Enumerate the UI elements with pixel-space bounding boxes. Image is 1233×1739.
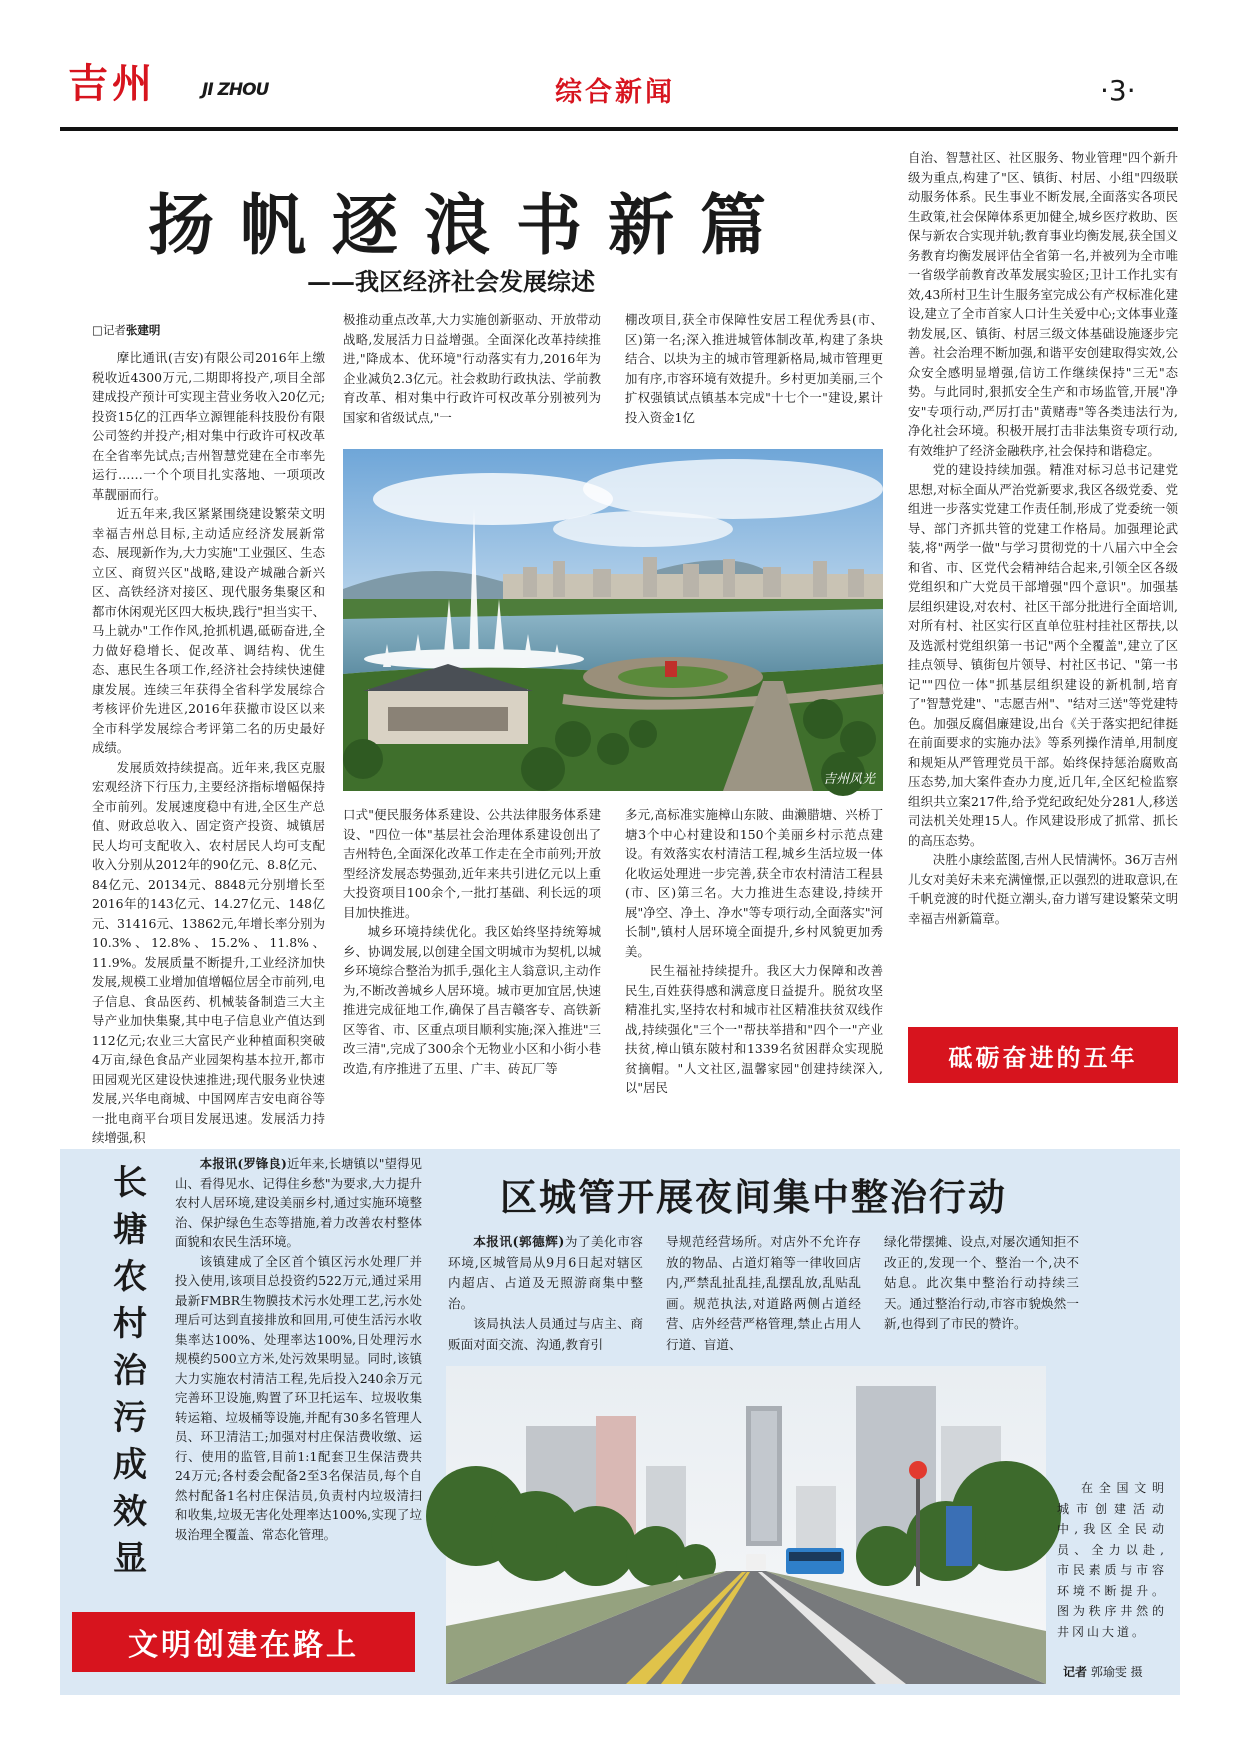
paragraph: 该局执法人员通过与店主、商贩面对面交流、沟通,教育引 xyxy=(448,1316,643,1352)
article3-title: 区城管开展夜间集中整治行动 xyxy=(500,1176,1007,1219)
five-years-banner: 砥砺奋进的五年 xyxy=(908,1027,1178,1083)
avenue-photo xyxy=(446,1366,1046,1684)
credit-name: 郭瑜雯 摄 xyxy=(1090,1665,1143,1679)
masthead-brand-en: JI ZHOU xyxy=(202,80,269,100)
article1-column-2-top xyxy=(343,310,601,430)
paragraph: 发展质效持续提高。近年来,我区克服宏观经济下行压力,主要经济指标增幅保持全市前列。发展速度稳中有进,全区生产总值、财政总收入、固定资产投资、城镇居民人均可支配收入、农村居民人均可支配收入分别从2012年的90亿元、8.8亿元、84亿元、20134元、8848元分别增长至2016年的143亿元、14.27亿元、148亿元、31416元、13862元,年增长率分别为10.3%、12.8%、15.2%、11.8%、11.9%。发展质量不断提升,工业经济加快发展,规模工业增加值增幅位居全市前列,电子信息、食品医药、机械装备制造三大主导产业加快集聚,其中电子信息业产值达到112亿元;农业三大富民产业种植面积突破4万亩,绿色食品产业园架构基本拉开,都市田园观光区建设快速推进;现代服务业快速发展,兴华电商城、中国网库吉安电商谷等一批电商平台项目发展迅速。发展活力持续增强,积 xyxy=(92,759,325,1145)
paragraph: 棚改项目,获全市保障性安居工程优秀县(市、区)第一名;深入推进城管体制改革,构建了条块结合、以块为主的城市管理新格局,城市管理更加有序,市容环境有效提升。乡村更加美丽,三个扩权强镇试点镇基本完成"十七个一"建设,累计投入资金1亿 xyxy=(625,312,883,425)
article1-column-1 xyxy=(92,348,325,1145)
paragraph: 民生福祉持续提升。我区大力保障和改善民生,百姓获得感和满意度日益提升。脱贫攻坚精准扎实,坚持农村和城市社区精准扶贫双线作战,持续强化"三个一"帮扶举措和"四个一"产业扶贫,樟山镇东陂村和1339名贫困群众实现脱贫摘帽。"人文社区,温馨家园"创建持续深入,以"居民 xyxy=(625,963,883,1095)
civilization-banner: 文明创建在路上 xyxy=(72,1612,415,1672)
article1-subtitle: ——我区经济社会发展综述 xyxy=(307,267,595,296)
article1-column-2-bottom xyxy=(343,805,601,1085)
byline-name: 张建明 xyxy=(125,323,161,337)
caption-text: 在全国文明城市创建活动中,我区全民动员、全力以赴,市民素质与市容环境不断提升。图为秩序井然的井冈山大道。 xyxy=(1057,1481,1167,1639)
article1-column-3-bottom xyxy=(625,805,883,1095)
photo-credit xyxy=(1063,1663,1143,1680)
paragraph: 自治、智慧社区、社区服务、物业管理"四个新升级为重点,构建了"区、镇街、村居、小组"四级联动服务体系。民生事业不断发展,全面落实各项民生政策,社会保障体系更加健全,城乡医疗救助、医保与新农合实现并轨;教育事业均衡发展,获全国义务教育均衡发展评估全省第一名,并被列为全市唯一省级学前教育改革发展实验区;卫计工作扎实有效,43所村卫生计生服务室完成公有产权标准化建设,建立了全市首家人口计生关爱中心;文体事业蓬勃发展,区、镇街、村居三级文体基础设施逐步完善。社会治理不断加强,和谐平安创建取得实效,公众安全感明显增强,信访工作继续保持"三无"态势。与此同时,狠抓安全生产和市场监管,开展"净安"专项行动,严厉打击"黄赌毒"等各类违法行为,净化社会环境。积极开展打击非法集资专项行动,有效维护了经济金融秩序,社会保持和谐稳定。 xyxy=(908,150,1178,458)
masthead-brand: 吉州 xyxy=(68,60,156,107)
city-scenery-photo xyxy=(343,449,883,791)
paragraph: 党的建设持续加强。精准对标习总书记建党思想,对标全面从严治党新要求,我区各级党委、党组进一步落实党建工作责任制,形成了党委统一领导、部门齐抓共管的党建工作格局。加强理论武装,将"两学一做"与学习贯彻党的十八届六中全会和省、市、区党代会精神结合起来,引领全区各级党组织和广大党员干部增强"四个意识"。加强基层组织建设,对农村、社区干部分批进行全面培训,对所有村、社区实行区直单位驻村挂社区帮扶,以及选派村党组织第一书记"两个全覆盖",建立了区挂点领导、镇街包片领导、村社区书记、"第一书记""四位一体"抓基层组织建设的新机制,培育了"智慧党建"、"志愿吉州"、"结对三送"等党建特色。加强反腐倡廉建设,出台《关于落实把纪律挺在前面要求的实施办法》等系列操作清单,用制度和规矩从严管理党员干部。始终保持惩治腐败高压态势,加大案件查办力度,近几年,全区纪检监察组织共立案217件,给予党纪政纪处分281人,移送司法机关处理15人。作风建设形成了抓常、抓长的高压态势。 xyxy=(908,462,1178,848)
credit-prefix: 记者 xyxy=(1063,1665,1088,1679)
avenue-image xyxy=(446,1366,1046,1684)
paragraph: 多元,高标准实施樟山东陂、曲濑腊塘、兴桥丁塘3个中心村建设和150个美丽乡村示范点建设。有效落实农村清洁工程,城乡生活垃圾一体化收运处理进一步完善,获全市农村清洁工程县(市、区)第三名。大力推进生态建设,持续开展"净空、净土、净水"等专项行动,全面落实"河长制",镇村人居环境全面提升,乡村风貌更加秀美。 xyxy=(625,807,883,959)
paragraph: 决胜小康绘蓝图,吉州人民情满怀。36万吉州儿女对美好未来充满憧憬,正以强烈的进取意识,在千帆竞渡的时代挺立潮头,奋力谱写建设繁荣文明幸福吉州新篇章。 xyxy=(908,852,1178,926)
article1-column-3-top xyxy=(625,310,883,430)
paragraph: 摩比通讯(吉安)有限公司2016年上缴税收近4300万元,二期即将投产,项目全部建成投产预计可实现主营业务收入20亿元;投资15亿的江西华立源锂能科技股份有限公司签约并投产;相对集中行政许可权改革在全省率先试点;吉州智慧党建在全市率先运行……一个个项目扎实落地、一项项改革靓丽而行。 xyxy=(92,350,325,502)
article3-column-2 xyxy=(666,1232,861,1357)
paragraph: 导规范经营场所。对店外不允许存放的物品、占道灯箱等一律收回店内,严禁乱扯乱挂,乱摆乱放,乱贴乱画。规范执法,对道路两侧占道经营、店外经营严格管理,禁止占用人行道、盲道、 xyxy=(666,1234,861,1352)
byline-prefix: □记者 xyxy=(92,323,126,337)
article2-body xyxy=(175,1154,422,1596)
section-name: 综合新闻 xyxy=(555,77,675,108)
masthead-rule xyxy=(60,127,1178,131)
paragraph: 该镇建成了全区首个镇区污水处理厂并投入使用,该项目总投资约522万元,通过采用最新FMBR生物膜技术污水处理工艺,污水处理后可达到直接排放和回用,可使生活污水收集率达100%、处理率达100%,日处理污水规模约500立方米,处污效果明显。同时,该镇大力实施农村清洁工程,先后投入240余万元完善环卫设施,购置了环卫托运车、垃圾收集转运箱、垃圾桶等设施,并配有30多名管理人员、环卫清洁工;加强对村庄保洁费收缴、运行、使用的监管,目前1:1配套卫生保洁费共24万元;各村委会配备2至3名保洁员,每个自然村配备1名村庄保洁员,负责村内垃圾清扫和收集,垃圾无害化处理率达100%,实现了垃圾治理全覆盖、常态化管理。 xyxy=(175,1253,422,1542)
city-scenery-image xyxy=(343,449,883,791)
paragraph: 本报讯(郭德辉)为了美化市容环境,区城管局从9月6日起对辖区内超店、占道及无照游商集中整治。 xyxy=(448,1234,643,1311)
article3-column-3 xyxy=(884,1232,1079,1357)
article3-column-1 xyxy=(448,1232,643,1357)
article1-title: 扬帆逐浪书新篇 xyxy=(148,186,792,264)
paragraph: 绿化带摆摊、设点,对屡次通知拒不改正的,发现一个、整治一个,决不姑息。此次集中整治行动持续三天。通过整治行动,市容市貌焕然一新,也得到了市民的赞许。 xyxy=(884,1234,1079,1331)
article1-column-4 xyxy=(908,148,1178,1012)
lead-source: 本报讯(罗锋良) xyxy=(199,1156,287,1171)
article1-byline xyxy=(92,322,160,338)
paragraph: 本报讯(罗锋良)近年来,长塘镇以"望得见山、看得见水、记得住乡愁"为要求,大力提升农村人居环境,建设美丽乡村,通过实施环境整治、保护绿色生态等措施,着力改善农村整体面貌和农民生活环境。 xyxy=(175,1156,423,1249)
paragraph: 极推动重点改革,大力实施创新驱动、开放带动战略,发展活力日益增强。全面深化改革持续推进,"降成本、优环境"行动落实有力,2016年为企业减负2.3亿元。社会救助行政执法、学前教育改革、相对集中行政许可权改革分别被列为国家和省级试点,"一 xyxy=(343,312,601,425)
paragraph: 口式"便民服务体系建设、公共法律服务体系建设、"四位一体"基层社会治理体系建设创出了吉州特色,全面深化改革工作走在全市前列;开放型经济发展态势强劲,近年来共引进亿元以上重大投资项目100余个,一批打基础、利长远的项目加快推进。 xyxy=(343,807,601,920)
paragraph: 近五年来,我区紧紧围绕建设繁荣文明幸福吉州总目标,主动适应经济发展新常态、展现新作为,大力实施"工业强区、生态立区、商贸兴区"战略,建设产城融合新兴区、高铁经济对接区、现代服务集聚区和都市休闲观光区四大板块,践行"担当实干、马上就办"工作作风,抢抓机遇,砥砺奋进,全力做好稳增长、促改革、调结构、优生态、惠民生各项工作,经济社会持续快速健康发展。连续三年获得全省科学发展综合考核评价先进区,2016年获撤市设区以来全市科学发展综合考评第二名的历史最好成绩。 xyxy=(92,506,325,755)
article2-title: 长塘农村治污成效显 xyxy=(113,1163,147,1579)
avenue-photo-caption xyxy=(1057,1478,1167,1642)
photo-tag: 吉州风光 xyxy=(822,772,875,787)
lead-source: 本报讯(郭德辉) xyxy=(473,1234,565,1249)
paragraph: 城乡环境持续优化。我区始终坚持统筹城乡、协调发展,以创建全国文明城市为契机,以城乡环境综合整治为抓手,强化主人翁意识,主动作为,不断改善城乡人居环境。城市更加宜居,快速推进完成征地工作,确保了昌吉赣客专、高铁新区等省、市、区重点项目顺利实施;深入推进"三改三清",完成了300余个无物业小区和小街小巷改造,有序推进了五里、广丰、砖瓦厂等 xyxy=(343,924,601,1076)
page-number: ·3· xyxy=(1100,74,1136,107)
